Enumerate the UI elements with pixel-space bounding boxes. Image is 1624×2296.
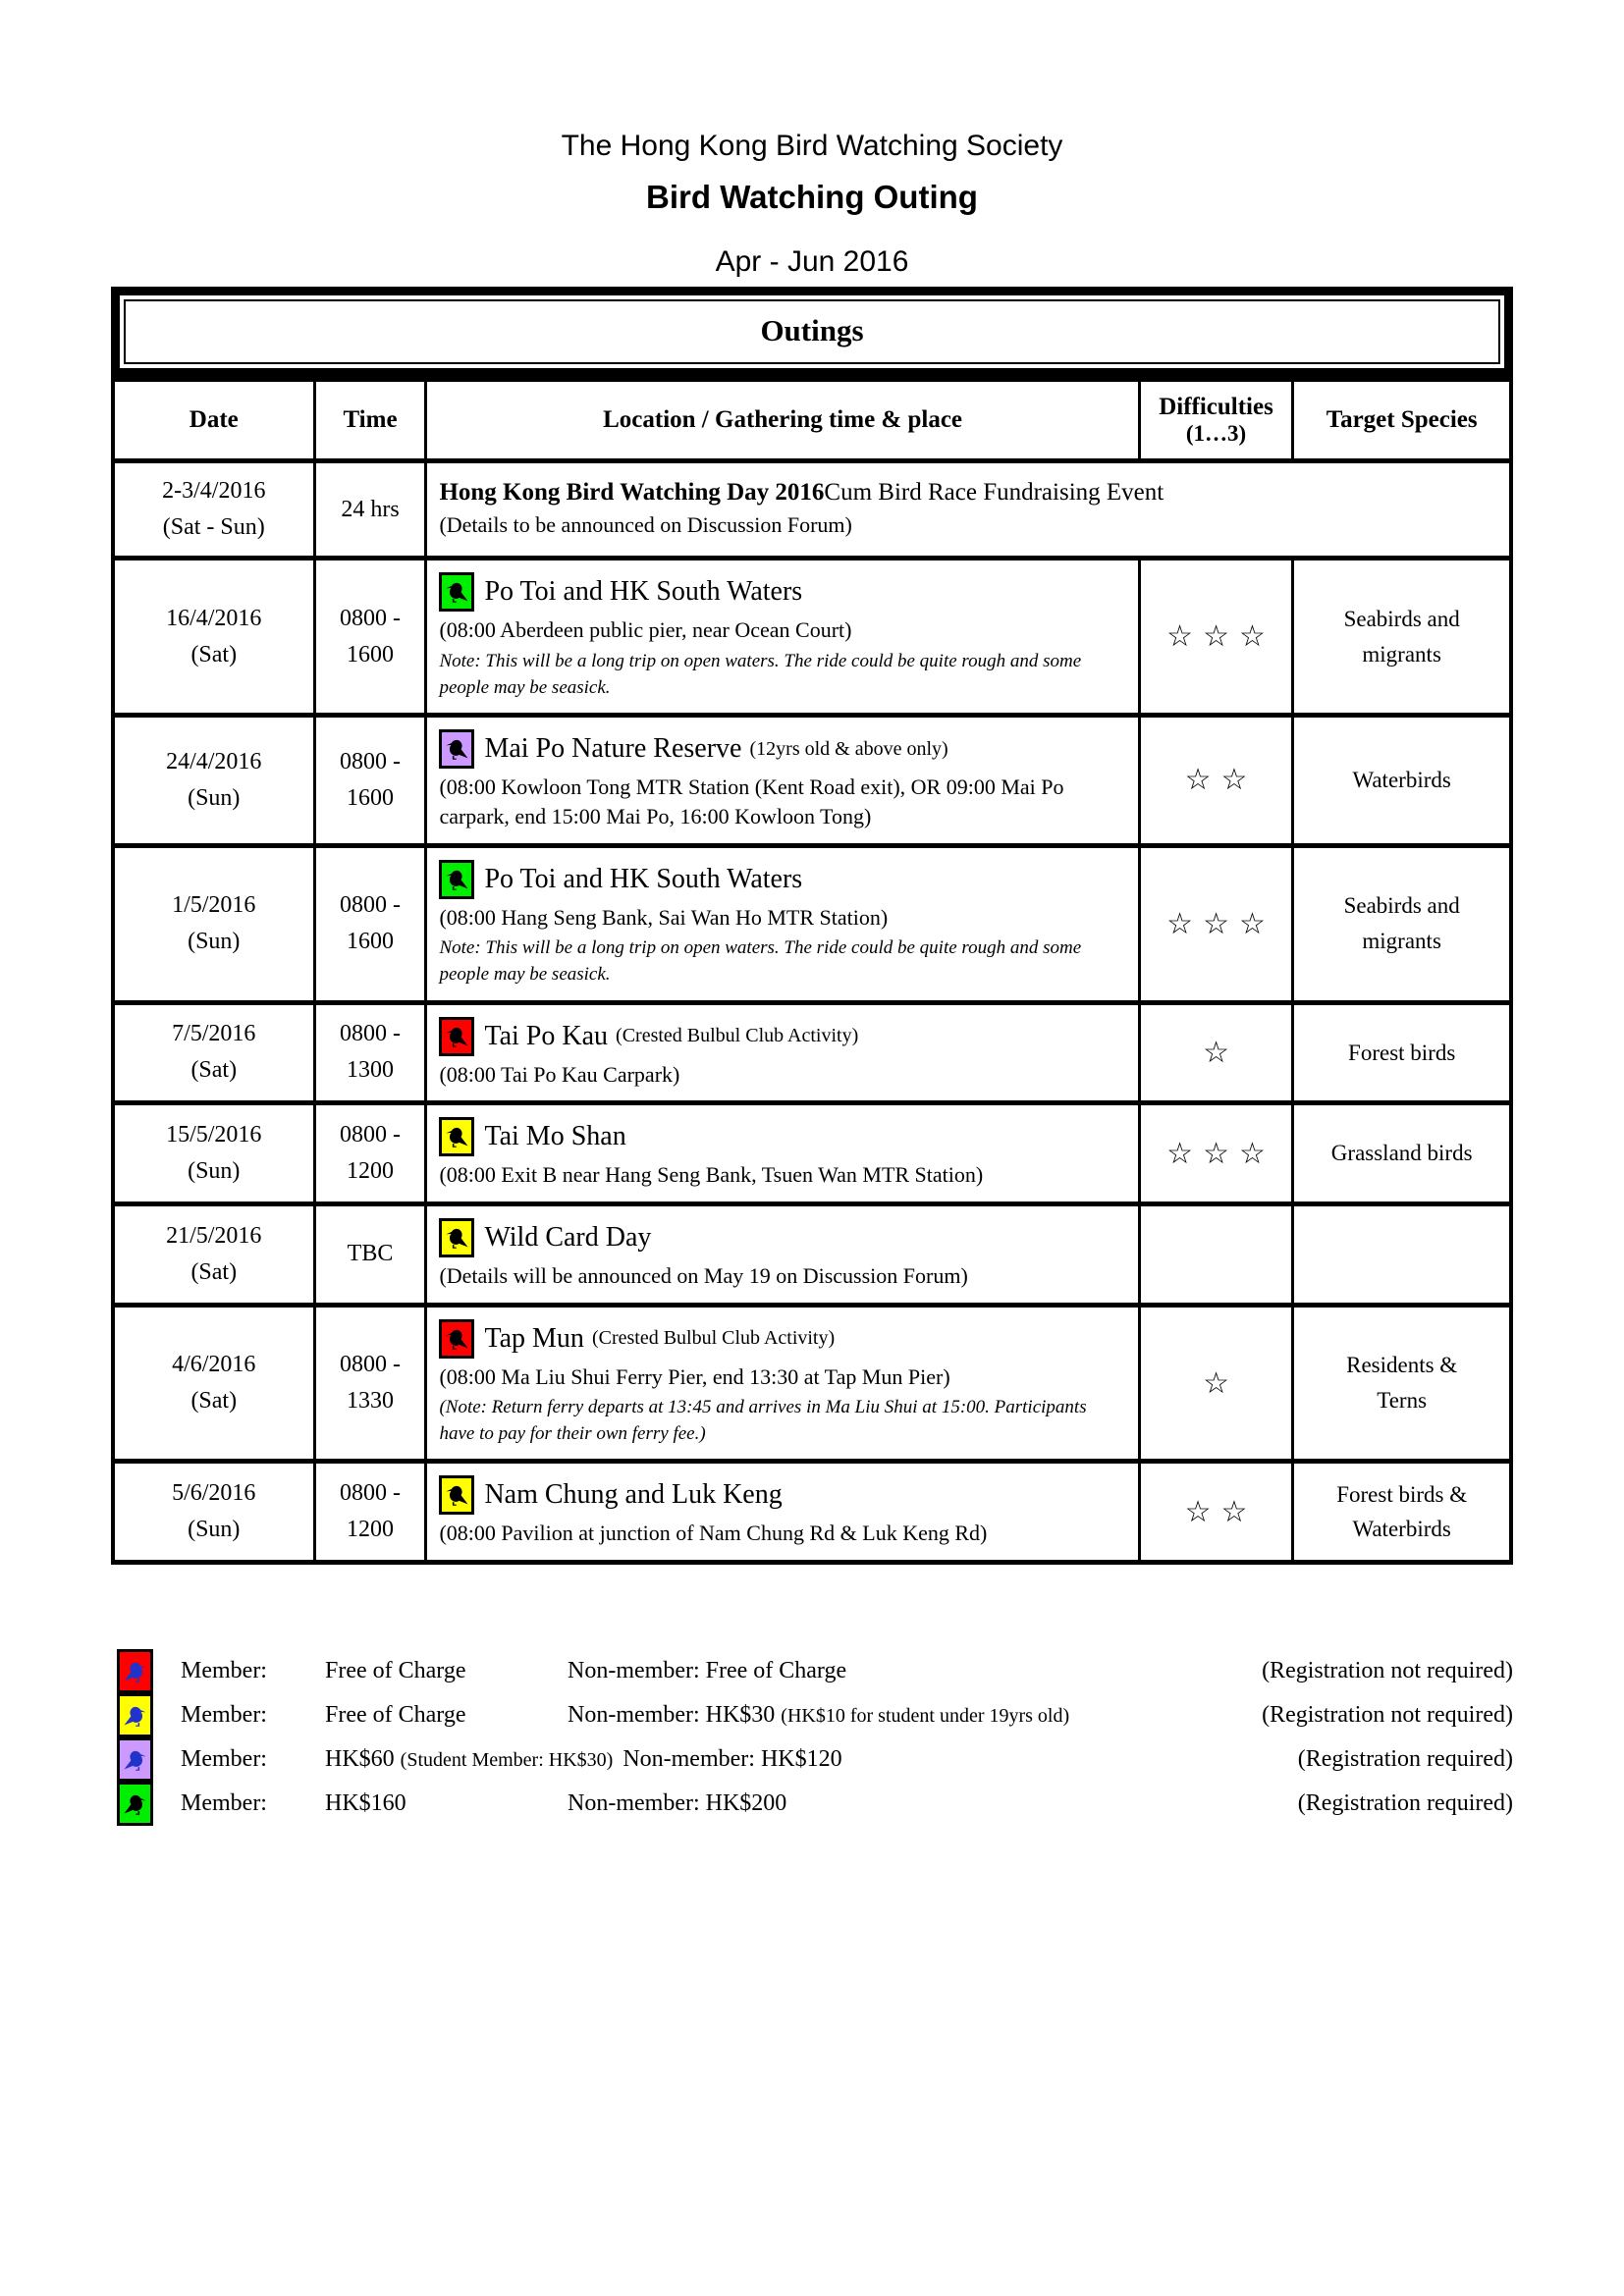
time-line: 24 hrs — [341, 496, 400, 522]
bird-icon — [123, 1657, 148, 1686]
legend-category-swatch — [117, 1782, 153, 1826]
time-line: 1330 — [347, 1388, 394, 1414]
outing-gathering-detail: (Details to be announced on Discussion Forum) — [439, 512, 852, 538]
time-cell — [314, 1203, 426, 1305]
column-header-difficulties — [1139, 380, 1293, 461]
date-cell — [113, 1103, 314, 1204]
date-line: 21/5/2016 — [166, 1222, 262, 1249]
time-line: 1200 — [347, 1517, 394, 1543]
outing-event-title-bold: Hong Kong Bird Watching Day 2016 — [439, 479, 825, 507]
date-line: (Sun) — [188, 1517, 241, 1543]
outing-row — [113, 559, 1511, 716]
difficulty-stars: ☆☆☆ — [1166, 1137, 1275, 1170]
location-cell — [426, 716, 1139, 845]
target-species-cell — [1293, 1462, 1511, 1563]
time-line: 1600 — [347, 641, 394, 667]
bird-icon — [444, 1225, 469, 1251]
outing-event-title-rest: Cum Bird Race Fundraising Event — [824, 479, 1164, 507]
date-line: 5/6/2016 — [172, 1480, 256, 1507]
bird-icon — [444, 579, 469, 605]
bird-icon — [123, 1701, 148, 1731]
time-cell — [314, 1103, 426, 1204]
document-header — [0, 0, 1624, 279]
legend-registration: (Registration required) — [1297, 1790, 1513, 1817]
time-cell — [314, 1305, 426, 1462]
fee-category-icon — [439, 729, 474, 769]
time-cell — [314, 461, 426, 559]
society-name: The Hong Kong Bird Watching Society — [561, 130, 1063, 162]
time-cell — [314, 845, 426, 1002]
outings-banner-title: Outings — [124, 299, 1500, 364]
time-line: 0800 - — [340, 1021, 401, 1047]
outing-row — [113, 1462, 1511, 1563]
time-line: 0800 - — [340, 605, 401, 631]
time-line: 1200 — [347, 1158, 394, 1185]
bird-icon — [444, 867, 469, 892]
time-cell — [314, 1462, 426, 1563]
outing-title: Tai Mo Shan — [484, 1121, 626, 1152]
legend-registration: (Registration not required) — [1262, 1702, 1513, 1729]
outing-gathering-detail: (08:00 Exit B near Hang Seng Bank, Tsuen Wan MTR Station) — [439, 1162, 984, 1188]
document-title: Bird Watching Outing — [646, 179, 978, 215]
outing-gathering-detail: (Details will be announced on May 19 on Discussion Forum) — [439, 1262, 968, 1288]
date-cell — [113, 559, 314, 716]
outing-title-line — [439, 479, 1497, 507]
outing-row — [113, 461, 1511, 559]
bird-icon — [444, 736, 469, 762]
difficulty-cell — [1139, 1305, 1293, 1462]
fee-category-icon — [439, 572, 474, 612]
legend-category-swatch — [117, 1693, 153, 1737]
bird-icon — [444, 1326, 469, 1352]
difficulty-stars: ☆ — [1203, 1036, 1239, 1069]
legend-category-swatch — [117, 1649, 153, 1693]
target-species-line: Forest birds — [1348, 1040, 1456, 1065]
outing-title-suffix: (Crested Bulbul Club Activity) — [616, 1025, 859, 1046]
legend-category-swatch — [117, 1737, 153, 1782]
legend-item — [117, 1693, 1513, 1737]
time-line: 0800 - — [340, 1480, 401, 1507]
fee-category-icon — [439, 1017, 474, 1056]
target-species-line: migrants — [1362, 929, 1441, 954]
outing-gathering-detail: (08:00 Ma Liu Shui Ferry Pier, end 13:30 at Tap Mun Pier) — [439, 1363, 950, 1389]
target-species-line: Residents & — [1346, 1353, 1458, 1378]
legend-member-label: Member: — [181, 1790, 267, 1817]
outing-title-line — [439, 1218, 1125, 1257]
location-cell — [426, 461, 1511, 559]
legend-item — [117, 1737, 1513, 1782]
location-cell — [426, 1103, 1139, 1204]
difficulty-cell — [1139, 716, 1293, 845]
legend-registration: (Registration required) — [1297, 1746, 1513, 1773]
target-species-line: Waterbirds — [1352, 1517, 1451, 1542]
date-line: (Sun) — [188, 1158, 241, 1185]
date-line: 15/5/2016 — [166, 1121, 262, 1148]
date-line: 7/5/2016 — [172, 1021, 256, 1047]
legend-item — [117, 1782, 1513, 1826]
target-species-cell — [1293, 559, 1511, 716]
legend-member-fee: Free of Charge — [325, 1658, 466, 1684]
legend-member-label: Member: — [181, 1658, 267, 1684]
outing-row — [113, 1203, 1511, 1305]
difficulty-stars: ☆☆☆ — [1166, 620, 1275, 654]
target-species-line: Waterbirds — [1352, 768, 1451, 793]
date-cell — [113, 461, 314, 559]
legend-member-label: Member: — [181, 1702, 267, 1729]
outing-title-suffix: (Crested Bulbul Club Activity) — [591, 1327, 836, 1350]
outing-title: Nam Chung and Luk Keng — [484, 1479, 783, 1511]
target-species-cell — [1293, 845, 1511, 1002]
time-line: 0800 - — [340, 748, 401, 774]
outing-title: Po Toi and HK South Waters — [484, 863, 803, 894]
bird-icon — [123, 1789, 148, 1819]
column-header-target — [1293, 380, 1511, 461]
period-label: Apr - Jun 2016 — [715, 245, 909, 278]
legend-nonmember-fee: Non-member: HK$120 — [623, 1746, 842, 1773]
time-line: 0800 - — [340, 891, 401, 918]
difficulty-cell — [1139, 845, 1293, 1002]
location-cell — [426, 1305, 1139, 1462]
outing-note: Note: This will be a long trip on open waters. The ride could be quite rough and some people may be seasick. — [439, 651, 1082, 698]
target-species-line: migrants — [1362, 641, 1441, 667]
difficulty-cell — [1139, 1103, 1293, 1204]
date-cell — [113, 1305, 314, 1462]
outing-gathering-detail: (08:00 Hang Seng Bank, Sai Wan Ho MTR Station) — [439, 904, 889, 930]
target-species-cell — [1293, 1002, 1511, 1103]
time-line: 1300 — [347, 1057, 394, 1084]
bird-icon — [444, 1124, 469, 1149]
time-line: TBC — [347, 1241, 394, 1267]
date-cell — [113, 1002, 314, 1103]
target-species-cell — [1293, 716, 1511, 845]
column-header-target-label: Target Species — [1326, 406, 1478, 433]
fee-category-icon — [439, 1218, 474, 1257]
legend-item — [117, 1649, 1513, 1693]
location-cell — [426, 1002, 1139, 1103]
location-cell — [426, 845, 1139, 1002]
outing-title-line — [439, 1017, 1125, 1056]
date-line: 16/4/2016 — [166, 605, 262, 631]
outing-title: Tap Mun — [484, 1322, 584, 1354]
difficulty-cell — [1139, 1002, 1293, 1103]
column-header-location-label: Location / Gathering time & place — [603, 406, 963, 433]
time-cell — [314, 716, 426, 845]
target-species-line: Seabirds and — [1343, 607, 1460, 632]
content-area — [111, 287, 1513, 1826]
outing-title: Tai Po Kau — [484, 1020, 609, 1051]
outing-note: (Note: Return ferry departs at 13:45 and arrives in Ma Liu Shui at 15:00. Participants have to pay for their own ferry fee.) — [439, 1397, 1087, 1444]
fee-category-icon — [439, 1475, 474, 1515]
legend-registration: (Registration not required) — [1262, 1658, 1513, 1684]
target-species-line: Grassland birds — [1330, 1141, 1473, 1166]
column-header-difficulties-range: (1…3) — [1185, 421, 1247, 446]
outing-gathering-detail: (08:00 Aberdeen public pier, near Ocean Court) — [439, 617, 852, 643]
date-line: (Sat) — [190, 1258, 238, 1285]
legend-member-fee: Free of Charge — [325, 1702, 466, 1729]
outing-gathering-detail: (08:00 Kowloon Tong MTR Station (Kent Road exit), OR 09:00 Mai Po carpark, end 15:00 Mai Po, 16:00 Kowloon Tong) — [439, 774, 1064, 828]
legend-member-fee: HK$160 — [325, 1790, 406, 1817]
bird-icon — [123, 1745, 148, 1775]
outing-title-line — [439, 1319, 1125, 1359]
fee-category-icon — [439, 860, 474, 899]
date-line: (Sat - Sun) — [162, 514, 265, 541]
outing-title-line — [439, 1475, 1125, 1515]
time-line: 0800 - — [340, 1121, 401, 1148]
legend-nonmember-fee: Non-member: Free of Charge — [568, 1658, 847, 1684]
outing-row — [113, 845, 1511, 1002]
column-header-time — [314, 380, 426, 461]
difficulty-cell — [1139, 559, 1293, 716]
target-species-line: Terns — [1377, 1388, 1428, 1413]
outing-title: Mai Po Nature Reserve — [484, 733, 742, 765]
column-header-time-label: Time — [343, 406, 398, 433]
target-species-cell — [1293, 1305, 1511, 1462]
fee-category-icon — [439, 1117, 474, 1156]
time-cell — [314, 1002, 426, 1103]
target-species-cell — [1293, 1203, 1511, 1305]
date-cell — [113, 1203, 314, 1305]
difficulty-cell — [1139, 1203, 1293, 1305]
outing-title-line — [439, 572, 1125, 612]
legend-member-fee: HK$60 (Student Member: HK$30) — [325, 1746, 614, 1773]
difficulty-stars: ☆☆ — [1184, 764, 1258, 797]
date-line: (Sat) — [190, 1388, 238, 1414]
outings-banner — [111, 287, 1513, 377]
legend-member-fee-note: (Student Member: HK$30) — [400, 1749, 614, 1772]
date-cell — [113, 716, 314, 845]
column-header-date-label: Date — [189, 406, 239, 433]
outing-row — [113, 1305, 1511, 1462]
bird-icon — [444, 1482, 469, 1508]
difficulty-stars: ☆☆☆ — [1166, 907, 1275, 940]
outings-table — [111, 377, 1513, 1565]
outing-row — [113, 1002, 1511, 1103]
target-species-cell — [1293, 1103, 1511, 1204]
date-line: 4/6/2016 — [172, 1351, 256, 1377]
date-line: (Sun) — [188, 929, 241, 955]
outing-title-line — [439, 729, 1125, 769]
difficulty-stars: ☆☆ — [1184, 1495, 1258, 1528]
column-header-difficulties-label: Difficulties — [1159, 394, 1273, 420]
date-line: (Sat) — [190, 1057, 238, 1084]
target-species-line: Seabirds and — [1343, 893, 1460, 919]
location-cell — [426, 559, 1139, 716]
legend-nonmember-fee-note: (HK$10 for student under 19yrs old) — [781, 1705, 1070, 1728]
date-line: 1/5/2016 — [172, 891, 256, 918]
outing-row — [113, 1103, 1511, 1204]
difficulty-cell — [1139, 1462, 1293, 1563]
outing-row — [113, 716, 1511, 845]
date-cell — [113, 1462, 314, 1563]
date-cell — [113, 845, 314, 1002]
date-line: (Sat) — [190, 641, 238, 667]
legend-nonmember-fee: Non-member: HK$200 — [568, 1790, 787, 1817]
outing-title: Wild Card Day — [484, 1221, 652, 1253]
bird-icon — [444, 1024, 469, 1049]
outing-title-line — [439, 860, 1125, 899]
date-line: 2-3/4/2016 — [162, 478, 266, 504]
legend-member-label: Member: — [181, 1746, 267, 1773]
outing-title-line — [439, 1117, 1125, 1156]
date-line: (Sun) — [188, 784, 241, 811]
location-cell — [426, 1203, 1139, 1305]
table-header-row — [113, 380, 1511, 461]
difficulty-stars: ☆ — [1203, 1366, 1239, 1400]
column-header-location — [426, 380, 1139, 461]
time-line: 1600 — [347, 929, 394, 955]
fee-category-icon — [439, 1319, 474, 1359]
column-header-date — [113, 380, 314, 461]
time-line: 0800 - — [340, 1351, 401, 1377]
fee-legend — [111, 1649, 1513, 1826]
legend-nonmember-fee: Non-member: HK$30 (HK$10 for student under 19yrs old) — [568, 1702, 1070, 1729]
outing-title: Po Toi and HK South Waters — [484, 576, 803, 608]
time-line: 1600 — [347, 784, 394, 811]
outing-note: Note: This will be a long trip on open waters. The ride could be quite rough and some people may be seasick. — [439, 937, 1082, 985]
target-species-line: Forest birds & — [1336, 1481, 1468, 1507]
time-cell — [314, 559, 426, 716]
location-cell — [426, 1462, 1139, 1563]
outing-gathering-detail: (08:00 Pavilion at junction of Nam Chung Rd & Luk Keng Rd) — [439, 1521, 988, 1546]
date-line: 24/4/2016 — [166, 748, 262, 774]
outing-gathering-detail: (08:00 Tai Po Kau Carpark) — [439, 1061, 680, 1087]
outing-title-suffix: (12yrs old & above only) — [749, 737, 948, 760]
